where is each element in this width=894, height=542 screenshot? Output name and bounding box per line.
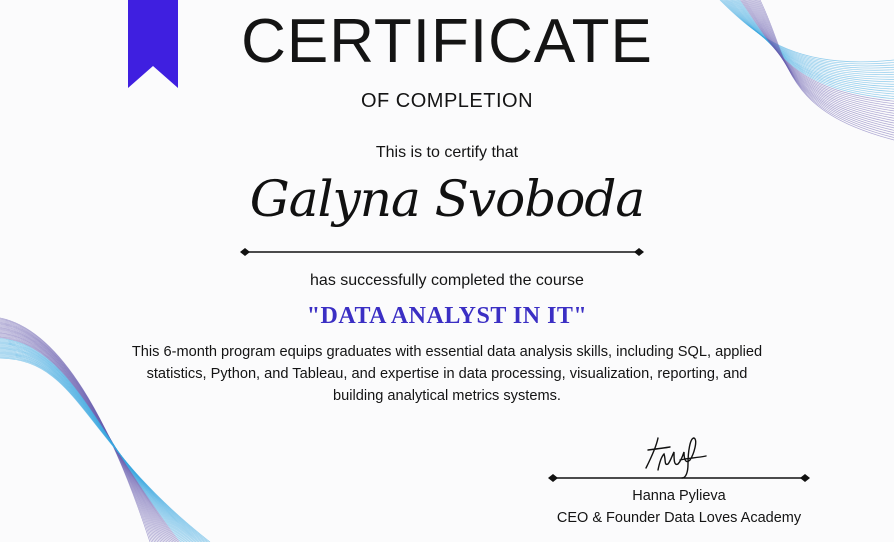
signer-name: Hanna Pylieva	[632, 488, 726, 504]
signature-line	[548, 473, 810, 483]
completed-text: has successfully completed the course	[310, 272, 584, 289]
name-underline	[240, 247, 644, 257]
course-name: "DATA ANALYST IN IT"	[306, 303, 588, 329]
course-description: This 6-month program equips graduates with essential data analysis skills, including SQL, applied statistics, Python, and Tableau, and expertise in data processing, visualization, reporting, and building analytical metrics systems.	[131, 344, 763, 404]
certify-text: This is to certify that	[375, 144, 519, 161]
wave-line	[0, 318, 150, 542]
certificate-subtitle: OF COMPLETION	[360, 90, 534, 112]
certificate-title: CERTIFICATE	[241, 7, 653, 76]
signer-title: CEO & Founder Data Loves Academy	[556, 510, 802, 526]
recipient-name: Galyna Svoboda	[249, 170, 645, 228]
